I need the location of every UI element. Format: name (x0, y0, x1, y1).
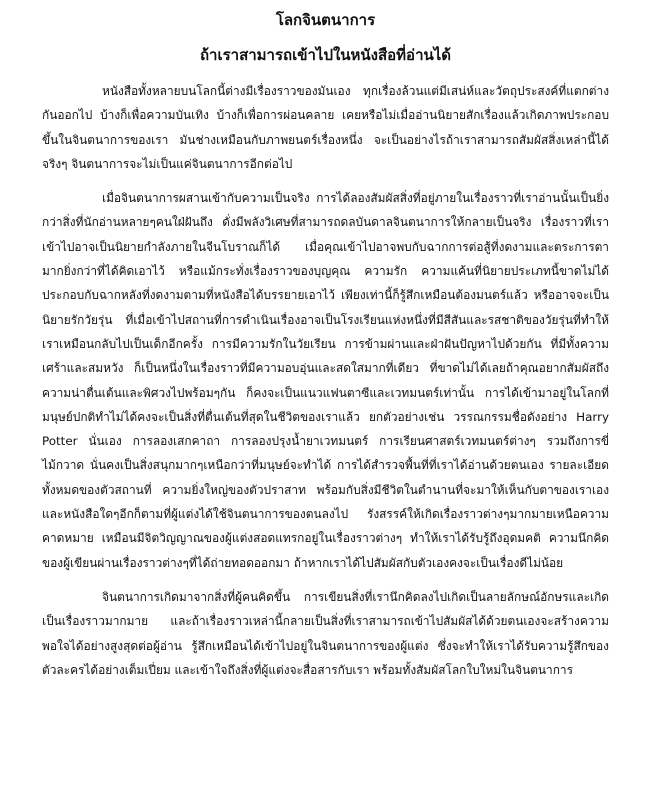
document-title: โลกจินตนาการ (275, 11, 376, 29)
paragraph-genres: เมื่อจินตนาการผสานเข้ากับความเป็นจริง การได้ลองสัมผัสสิ่งที่อยู่ภายในเรื่องราวที่เราอ่านนั้นเป็นยิ่งกว่าสิ่งที่นักอ่านหลายๆคนใฝ่ฝันถึง ดั่งมีพลังวิเศษที่สามารถดลบันดาลจินตนาการให้กลายเป็นจริง เรื่องราวที่เราเข้าไปอาจเป็นนิยายกำลังภายในจีนโบราณก็ได้ เมื่อคุณเข้าไปอาจพบกับฉากการต่อสู้ที่งดงามและตระการตามากยิ่งกว่าที่ได้คิดเอาไว้ หรือแม้กระทั่งเรื่องราวของบุญคุณ ความรัก ความแค้นที่นิยายประเภทนี้ขาดไม่ได้ ประกอบกับฉากหลังที่งดงามตามที่หนังสือได้บรรยายเอาไว้ เพียงเท่านี้ก็รู้สึกเหมือนต้องมนตร์แล้ว หรืออาจจะเป็นนิยายรักวัยรุ่น ที่เมื่อเข้าไปสถานที่การดำเนินเรื่องอาจเป็นโรงเรียนแห่งหนึ่งที่มีสีสันและรสชาติของวัยรุ่นที่ทำให้เราเหมือนกลับไปเป็นเด็กอีกครั้ง การมีความรักในวัยเรียน การข้ามผ่านและฝ่าฝันปัญหาไปด้วยกัน ที่มีทั้งความเศร้าและสมหวัง ก็เป็นหนึ่งในเรื่องราวที่มีความอบอุ่นและสดใสมากที่เดียว ที่ขาดไม่ได้เลยถ้าคุณอยากสัมผัสถึงความน่าตื่นเต้นและพิศวงไปพร้อมๆกัน ก็คงจะเป็นแนวแฟนตาซีและเวทมนตร์เท่านั้น การได้เข้ามาอยู่ในโลกที่มนุษย์ปกติทำไม่ได้คงจะเป็นสิ่งที่ตื่นเต้นที่สุดในชีวิตของเราแล้ว ยกตัวอย่างเช่น วรรณกรรมชื่อดังอย่าง Harry Potter นั่นเอง การลองเสกคาถา การลองปรุงน้ำยาเวทมนตร์ การเรียนศาสตร์เวทมนตร์ต่างๆ รวมถึงการขี่ไม้กวาด นั่นคงเป็นสิ่งสนุกมากๆเหนือกว่าที่มนุษย์จะทำได้ การได้สำรวจพื้นที่ที่เราได้อ่านด้วยตนเอง รายละเอียดทั้งหมดของตัวสถานที่ ความยิ่งใหญ่ของตัวปราสาท พร้อมกับสิ่งมีชีวิตในตำนานที่จะมาให้เห็นกับตาของเราเอง และหนังสือใดๆอีกก็ตามที่ผู้แต่งได้ใช้จินตนาการของตนลงไป รังสรรค์ให้เกิดเรื่องราวต่างๆมากมายเหนือความคาดหมาย เหมือนมีจิตวิญญาณของผู้แต่งสอดแทรกอยู่ในเรื่องราวต่างๆ ทำให้เราได้รับรู้ถึงอุดมคติ ความนึกคิดของผู้เขียนผ่านเรื่องราวต่างๆที่ได้ถ่ายทอดออกมา ถ้าหากเราได้ไปสัมผัสกับตัวเองคงจะเป็นเรื่องดีไม่น้อย (42, 191, 609, 570)
paragraph-intro: หนังสือทั้งหลายบนโลกนี้ต่างมีเรื่องราวของมันเอง ทุกเรื่องล้วนแต่มีเสน่ห์และวัตถุประสงค์ที่แตกต่างกันออกไป บ้างก็เพื่อความบันเทิง บ้างก็เพื่อการผ่อนคลาย เคยหรือไม่เมื่ออ่านนิยายสักเรื่องแล้วเกิดภาพประกอบขึ้นในจินตนาการของเรา มันช่างเหมือนกับภาพยนตร์เรื่องหนึ่ง จะเป็นอย่างไรถ้าเราสามารถสัมผัสสิ่งเหล่านี้ได้จริงๆ จินตนาการจะไม่เป็นแค่จินตนาการอีกต่อไป (42, 84, 609, 171)
document-subtitle: ถ้าเราสามารถเข้าไปในหนังสือที่อ่านได้ (199, 46, 452, 64)
paragraph-conclusion: จินตนาการเกิดมาจากสิ่งที่ผู้คนคิดขึ้น การเขียนสิ่งที่เรานึกคิดลงไปเกิดเป็นลายลักษณ์อักษรและเกิดเป็นเรื่องราวมากมาย และถ้าเรื่องราวเหล่านี้กลายเป็นสิ่งที่เราสามารถเข้าไปสัมผัสได้ด้วยตนเองจะสร้างความพอใจได้อย่างสูงสุดต่อผู้อ่าน รู้สึกเหมือนได้เข้าไปอยู่ในจินตนาการของผู้แต่ง ซึ่งจะทำให้เราได้รับความรู้สึกของตัวละครได้อย่างเต็มเปี่ยม และเข้าใจถึงสิ่งที่ผู้แต่งจะสื่อสารกับเรา พร้อมทั้งสัมผัสโลกใบใหม่ในจินตนาการ (42, 589, 609, 677)
document-body (42, 79, 609, 682)
